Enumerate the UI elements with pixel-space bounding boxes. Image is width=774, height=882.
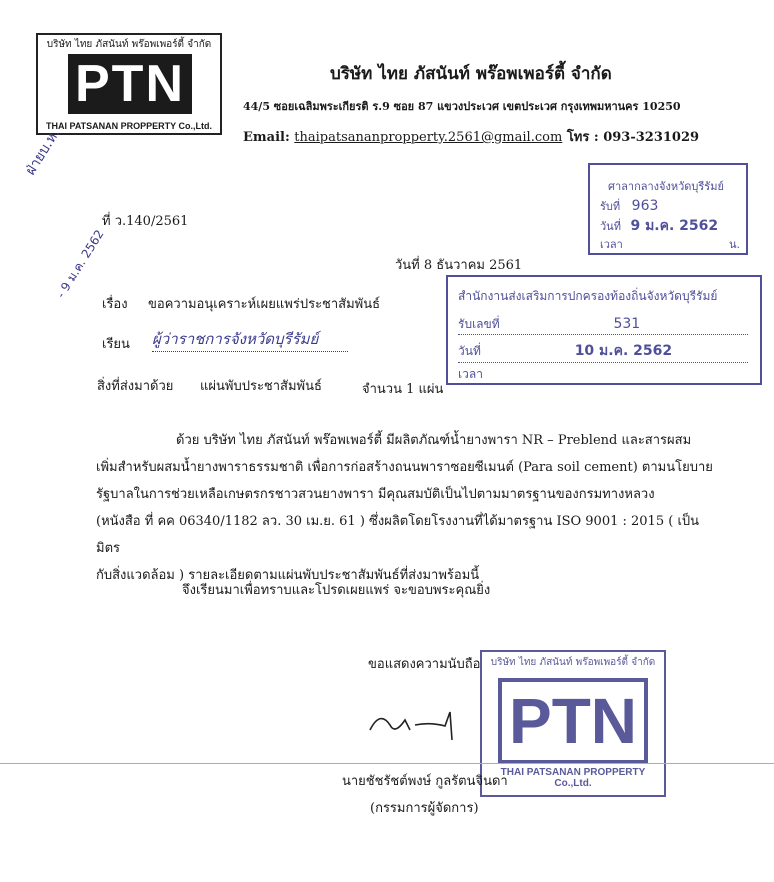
signer-name: นายชัชรัชต์พงษ์ กูลรัตนจินดา: [342, 774, 508, 789]
signature: [360, 700, 490, 750]
stamp-title: ศาลากลางจังหวัดบุรีรัมย์: [608, 180, 724, 193]
stamp2-title: สำนักงานส่งเสริมการปกครองท้องถิ่นจังหวัดบุรีรัมย์: [458, 289, 718, 303]
stamp2-date-row: [458, 340, 748, 363]
body-line: (หนังสือ ที่ คค 06340/1182 ลว. 30 เม.ย. 61 ) ซึ่งผลิตโดยโรงงานที่ได้มาตรฐาน ISO 9001 : 2015 ( เป็นมิตร: [96, 514, 700, 556]
seal-top-text: บริษัท ไทย ภัสนันท์ พร๊อพเพอร์ตี้ จำกัด: [490, 657, 656, 668]
enclosure-quantity: จำนวน 1 แผ่น: [362, 382, 444, 397]
stamp2-date: 10 ม.ค. 2562: [574, 343, 673, 359]
local-admin-receive-stamp: [446, 275, 762, 385]
seal-bottom-text: THAI PATSANAN PROPPERTY Co.,Ltd.: [500, 767, 646, 789]
to-label: เรียน: [102, 337, 130, 352]
company-name: บริษัท ไทย ภัสนันท์ พร๊อพเพอร์ตี้ จำกัด: [330, 64, 612, 84]
stamp2-time-label: เวลา: [458, 367, 483, 381]
body-line: กับสิ่งแวดล้อม ) รายละเอียดตามแผ่นพับประชาสัมพันธ์ที่ส่งมาพร้อมนี้: [96, 568, 480, 583]
stamp-receive-row: [600, 197, 658, 215]
logo-top-text: บริษัท ไทย ภัสนันท์ พร๊อพเพอร์ตี้ จำกัด: [46, 39, 212, 50]
regards: ขอแสดงความนับถือ: [368, 657, 481, 672]
phone-number: 093-3231029: [603, 130, 700, 145]
stamp-receive-number: 963: [631, 198, 659, 214]
margin-date-stamp: - 9 ม.ค. 2562: [53, 227, 107, 301]
divider-line: [0, 763, 774, 764]
stamp-date-label: วันที่: [600, 220, 621, 233]
subject-label: เรื่อง: [102, 297, 128, 312]
stamp-date: 9 ม.ค. 2562: [630, 218, 719, 234]
stamp2-receive-row: [458, 315, 748, 335]
stamp-time-suffix: น.: [728, 238, 740, 251]
closing-line: จึงเรียนมาเพื่อทราบและโปรดเผยแพร่ จะขอบพระคุณยิ่ง: [182, 583, 491, 598]
provincial-receive-stamp: [588, 163, 748, 255]
stamp-time-label: เวลา: [600, 238, 623, 251]
document-number: ที่ ว.140/2561: [102, 214, 189, 229]
body-line: รัฐบาลในการช่วยเหลือเกษตรกรชาวสวนยางพารา มีคุณสมบัติเป็นไปตามมาตรฐานของกรมทางหลวง: [96, 487, 655, 502]
logo-bottom-text: THAI PATSANAN PROPPERTY Co.,Ltd.: [45, 121, 212, 131]
enclosure-label: สิ่งที่ส่งมาด้วย: [97, 379, 174, 394]
stamp2-date-label: วันที่: [458, 344, 481, 358]
email-label: Email:: [243, 130, 290, 145]
logo-mark: PTN: [68, 54, 192, 114]
body-line: ด้วย บริษัท ไทย ภัสนันท์ พร๊อพเพอร์ตี้ มีผลิตภัณฑ์น้ำยางพารา NR – Preblend และสารผสม: [176, 433, 692, 448]
phone-label: โทร :: [566, 130, 599, 145]
stamp2-receive-label: รับเลขที่: [458, 317, 500, 331]
email-link[interactable]: thaipatsananpropperty.2561@gmail.com: [294, 130, 563, 145]
body-paragraph: [96, 427, 716, 589]
document-date: วันที่ 8 ธันวาคม 2561: [395, 258, 523, 273]
stamp-time-row: [600, 235, 740, 253]
company-address: 44/5 ซอยเฉลิมพระเกียรติ ร.9 ซอย 87 แขวงประเวศ เขตประเวศ กรุงเทพมหานคร 10250: [243, 100, 681, 113]
body-line: เพิ่มสำหรับผสมน้ำยางพาราธรรมชาติ เพื่อการก่อสร้างถนนพาราซอยซีเมนต์ (Para soil cement) ตามนโยบาย: [96, 460, 713, 475]
stamp-date-row: [600, 215, 718, 237]
stamp2-receive-number: 531: [613, 316, 641, 332]
margin-handwriting: ฝ่ายบ.ห.: [22, 126, 64, 179]
to-handwritten: ผู้ว่าราชการจังหวัดบุรีรัมย์: [152, 327, 348, 352]
enclosure-text: แผ่นพับประชาสัมพันธ์: [200, 379, 322, 394]
stamp2-time-row: [458, 365, 748, 385]
seal-mark: PTN: [498, 678, 648, 764]
contact-line: [243, 126, 699, 147]
signer-title: (กรรมการผู้จัดการ): [370, 801, 479, 816]
subject-text: ขอความอนุเคราะห์เผยแพร่ประชาสัมพันธ์: [148, 297, 381, 312]
stamp-receive-label: รับที่: [600, 200, 621, 213]
